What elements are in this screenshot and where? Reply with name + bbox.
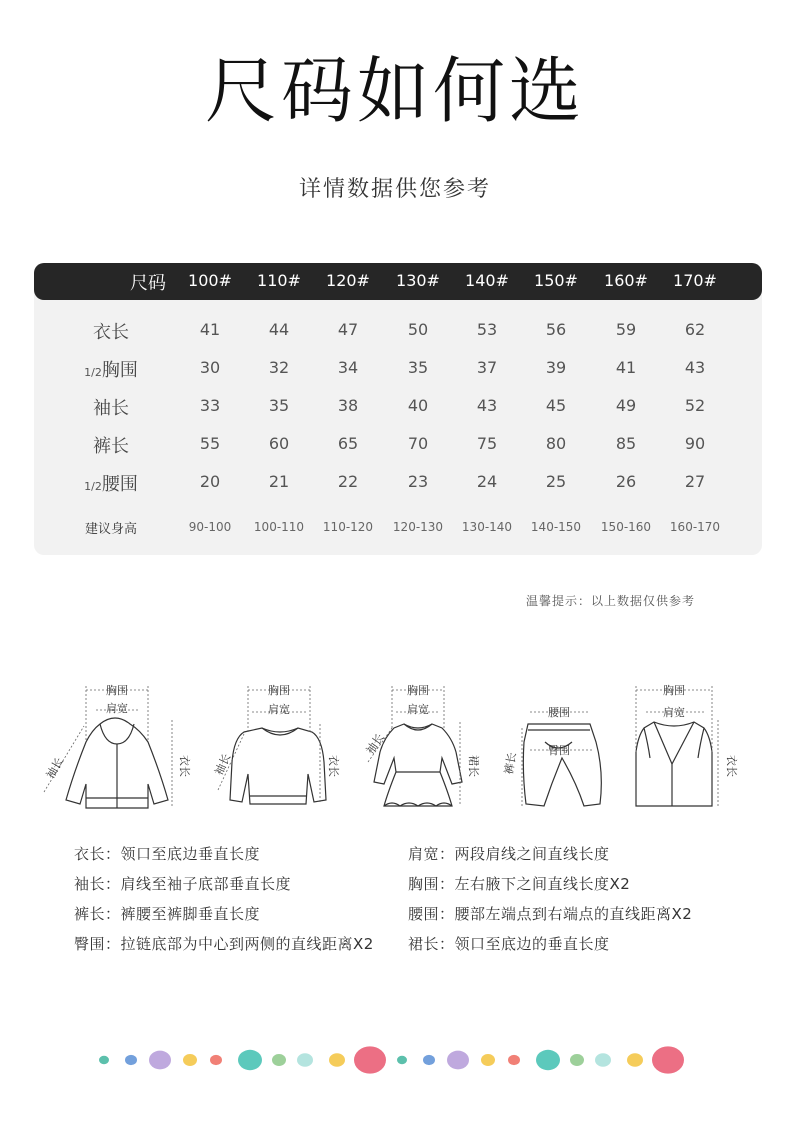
desc-left-3: 臀围：拉链底部为中心到两侧的直线距离X2 <box>74 935 374 953</box>
table-cell: 65 <box>337 434 359 453</box>
table-cell: 23 <box>407 472 429 491</box>
table-cell: 35 <box>268 396 290 415</box>
pants-diagram <box>501 706 601 806</box>
pants-hip-label: 臀围 <box>548 744 570 757</box>
row-label <box>56 394 166 420</box>
table-cell: 62 <box>684 320 706 339</box>
height-cell: 140-150 <box>530 520 582 534</box>
table-cell: 25 <box>545 472 567 491</box>
size-header-cell: 130# <box>396 271 440 290</box>
sweater-chest-label: 胸围 <box>268 684 290 697</box>
decorative-dot <box>570 1054 584 1066</box>
decorative-dot <box>210 1055 222 1065</box>
row-label-text: 衣长 <box>93 322 129 343</box>
table-cell: 80 <box>545 434 567 453</box>
sweater-diagram <box>211 683 340 804</box>
table-cell: 43 <box>476 396 498 415</box>
desc-right-1: 胸围：左右腋下之间直线长度X2 <box>408 875 631 893</box>
height-cell: 150-160 <box>600 520 652 534</box>
decorative-dot <box>297 1053 313 1067</box>
table-cell: 52 <box>684 396 706 415</box>
table-cell: 56 <box>545 320 567 339</box>
size-header-cell: 110# <box>257 271 301 290</box>
row-label-text: 袖长 <box>93 398 129 419</box>
row-label-text: 腰围 <box>101 474 138 495</box>
decorative-dots <box>0 1036 790 1096</box>
size-header-cell: 100# <box>188 271 232 290</box>
table-cell: 53 <box>476 320 498 339</box>
decorative-dot <box>481 1054 495 1066</box>
row-label <box>56 356 166 382</box>
desc-left-2: 裤长：裤腰至裤脚垂直长度 <box>74 905 261 923</box>
table-cell: 34 <box>337 358 359 377</box>
table-cell: 21 <box>268 472 290 491</box>
table-cell: 55 <box>199 434 221 453</box>
table-cell: 38 <box>337 396 359 415</box>
table-cell: 47 <box>337 320 359 339</box>
decorative-dot <box>125 1055 137 1065</box>
vest-chest-label: 胸围 <box>663 684 685 697</box>
pants-length-label: 裤长 <box>502 751 519 776</box>
pants-waist-label: 腰围 <box>548 706 570 719</box>
table-cell: 27 <box>684 472 706 491</box>
height-cell: 100-110 <box>253 520 305 534</box>
table-cell: 40 <box>407 396 429 415</box>
dress-diagram <box>363 683 480 806</box>
decorative-dot <box>272 1054 286 1066</box>
decorative-dot <box>595 1053 611 1067</box>
table-cell: 26 <box>615 472 637 491</box>
page-title: 尺码如何选 <box>204 49 585 133</box>
desc-left-0: 衣长：领口至底边垂直长度 <box>74 845 261 863</box>
dress-chest-label: 胸围 <box>407 684 429 697</box>
decorative-dot <box>149 1051 171 1070</box>
decorative-dot <box>423 1055 435 1065</box>
row-label-text: 胸围 <box>101 360 138 381</box>
vest-shoulder-label: 肩宽 <box>663 706 685 719</box>
decorative-dot <box>99 1056 109 1065</box>
table-cell: 43 <box>684 358 706 377</box>
jacket-shoulder-label: 肩宽 <box>106 702 128 715</box>
table-cell: 60 <box>268 434 290 453</box>
table-cell: 39 <box>545 358 567 377</box>
table-cell: 33 <box>199 396 221 415</box>
table-cell: 35 <box>407 358 429 377</box>
page-subtitle: 详情数据供您参考 <box>298 177 491 202</box>
decorative-dot <box>627 1053 643 1067</box>
size-header-cell: 140# <box>465 271 509 290</box>
table-cell: 50 <box>407 320 429 339</box>
table-cell: 37 <box>476 358 498 377</box>
height-row-label: 建议身高 <box>84 522 137 537</box>
decorative-dot <box>329 1053 345 1067</box>
size-header-label: 尺码 <box>130 273 166 294</box>
table-cell: 44 <box>268 320 290 339</box>
size-header-cell: 170# <box>673 271 717 290</box>
decorative-dot <box>536 1050 560 1070</box>
desc-left-1: 袖长：肩线至袖子底部垂直长度 <box>74 875 292 893</box>
table-cell: 45 <box>545 396 567 415</box>
desc-right-0: 肩宽：两段肩线之间直线长度 <box>408 845 610 863</box>
table-cell: 90 <box>684 434 706 453</box>
dress-length-label: 裙长 <box>467 755 480 777</box>
table-cell: 41 <box>199 320 221 339</box>
decorative-dot <box>652 1046 684 1073</box>
desc-right-3: 裙长：领口至底边的垂直长度 <box>408 935 610 953</box>
row-label-prefix: 1/2 <box>84 366 102 379</box>
row-label <box>56 470 166 496</box>
table-cell: 24 <box>476 472 498 491</box>
decorative-dot <box>397 1056 407 1065</box>
table-cell: 85 <box>615 434 637 453</box>
dress-shoulder-label: 肩宽 <box>407 703 429 716</box>
height-cell: 130-140 <box>461 520 513 534</box>
decorative-dot <box>447 1051 469 1070</box>
sweater-sleeve-label: 袖长 <box>212 751 234 778</box>
jacket-length-label: 衣长 <box>178 755 191 777</box>
height-cell: 110-120 <box>322 520 374 534</box>
height-cell: 160-170 <box>669 520 721 534</box>
size-header-cell: 160# <box>604 271 648 290</box>
jacket-diagram <box>43 683 191 808</box>
row-label-prefix: 1/2 <box>84 480 102 493</box>
tip-text: 温馨提示：以上数据仅供参考 <box>526 594 696 608</box>
sweater-length-label: 衣长 <box>327 755 340 777</box>
height-cell: 90-100 <box>188 520 232 534</box>
height-cell: 120-130 <box>392 520 444 534</box>
jacket-chest-label: 胸围 <box>106 684 128 697</box>
vest-length-label: 衣长 <box>725 755 738 777</box>
table-cell: 70 <box>407 434 429 453</box>
table-cell: 22 <box>337 472 359 491</box>
table-cell: 59 <box>615 320 637 339</box>
table-cell: 49 <box>615 396 637 415</box>
decorative-dot <box>354 1046 386 1073</box>
jacket-sleeve-label: 袖长 <box>43 755 67 782</box>
table-cell: 75 <box>476 434 498 453</box>
decorative-dot <box>508 1055 520 1065</box>
size-header-cell: 150# <box>534 271 578 290</box>
decorative-dot <box>238 1050 262 1070</box>
sweater-shoulder-label: 肩宽 <box>268 703 290 716</box>
vest-diagram <box>636 683 738 806</box>
table-cell: 30 <box>199 358 221 377</box>
table-cell: 32 <box>268 358 290 377</box>
row-label-text: 裤长 <box>93 436 129 457</box>
row-label <box>56 432 166 458</box>
row-label <box>56 318 166 344</box>
table-cell: 41 <box>615 358 637 377</box>
dress-sleeve-label: 袖长 <box>363 731 387 757</box>
table-cell: 20 <box>199 472 221 491</box>
decorative-dot <box>183 1054 197 1066</box>
garment-diagrams <box>0 672 790 822</box>
desc-right-2: 腰围：腰部左端点到右端点的直线距离X2 <box>408 905 693 923</box>
size-header-cell: 120# <box>326 271 370 290</box>
